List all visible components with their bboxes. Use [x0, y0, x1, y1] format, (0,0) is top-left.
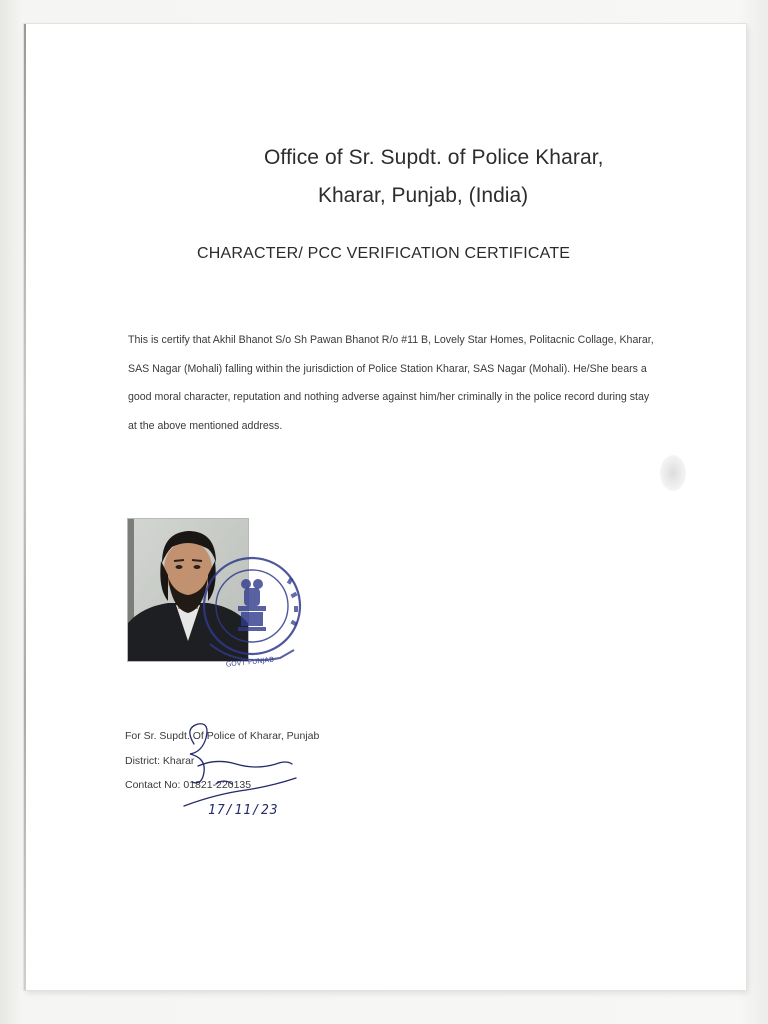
issuing-authority: For Sr. Supdt. Of Police of Kharar, Punjab: [125, 730, 320, 742]
office-header-line1: Office of Sr. Supdt. of Police Kharar,: [264, 146, 604, 169]
district-line: District: Kharar: [125, 755, 195, 767]
handwritten-date: 17/11/23: [208, 803, 279, 818]
certificate-body: This is certify that Akhil Bhanot S/o Sh Pawan Bhanot R/o #11 B, Lovely Star Homes, Politacnic Collage, Kharar, SAS Nagar (Mohali) falling within the jurisdiction of Police Station Kharar, SAS Nagar (Mohali). He/She bears a good moral character, reputation and nothing adverse against him/her criminally in the police record during stay at the above mentioned address.: [128, 334, 654, 432]
contact-number-line: Contact No: 01821-220135: [125, 779, 252, 791]
police-seal-stamp: [196, 548, 308, 672]
seal-bottom-text: GOVT PUNJAB: [225, 655, 275, 669]
emblem-seal-icon: [196, 548, 308, 672]
scan-smudge: [660, 455, 686, 491]
certificate-title: CHARACTER/ PCC VERIFICATION CERTIFICATE: [197, 245, 571, 262]
office-header-line2: Kharar, Punjab, (India): [318, 184, 529, 207]
